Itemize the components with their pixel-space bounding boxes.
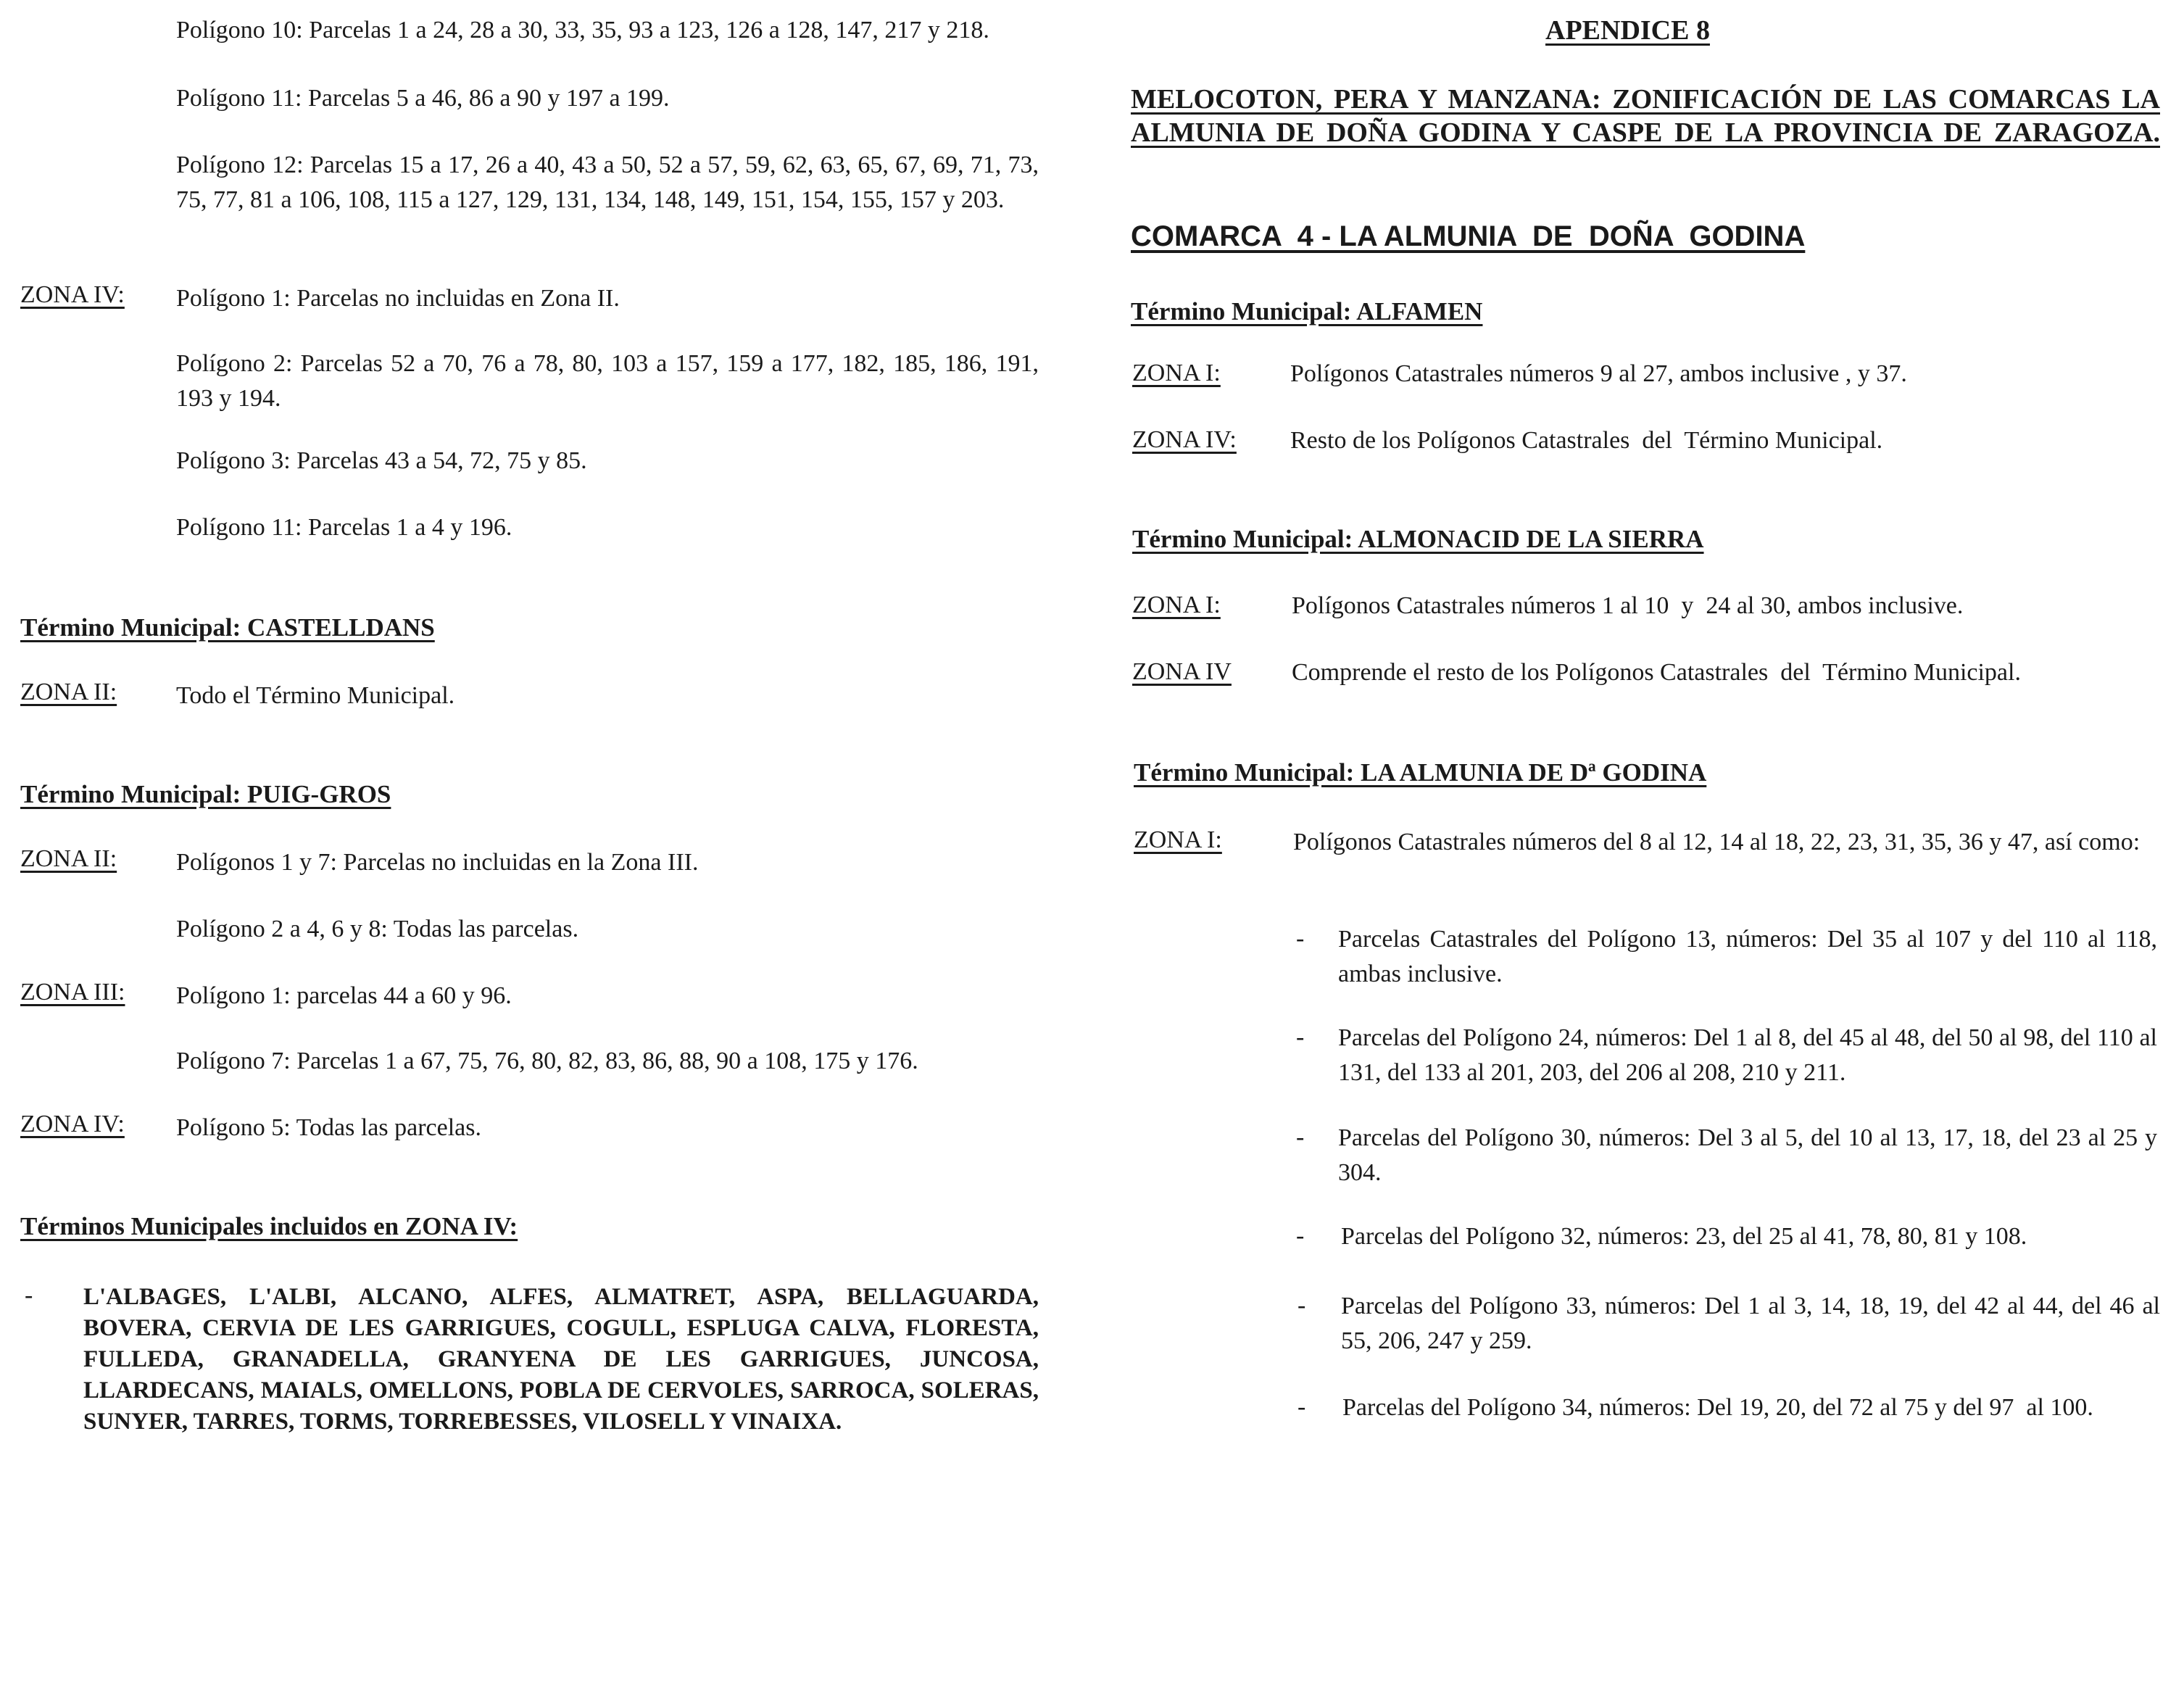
poligono-11-item: Polígono 11: Parcelas 5 a 46, 86 a 90 y 197 a 199. xyxy=(176,85,670,112)
zona-ii-label: ZONA II: xyxy=(20,845,117,872)
zona-iv-municipios-list: L'ALBAGES, L'ALBI, ALCANO, ALFES, ALMATRET, ASPA, BELLAGUARDA, BOVERA, CERVIA DE LES GARRIGUES, COGULL, ESPLUGA CALVA, FLORESTA, FULLEDA, GRANADELLA, GRANYENA DE LES GARRIGUES, JUNCOSA, LLARDECANS, MAIALS, OMELLONS, POBLA DE CERVOLES, SARROCA, SOLERAS, SUNYER, TARRES, TORMS, TORREBESSES, VILOSELL Y VINAIXA. xyxy=(83,1284,1039,1435)
zona-ii-label: ZONA II: xyxy=(20,679,117,705)
almunia-zona-i-text: Polígonos Catastrales números del 8 al 12, 14 al 18, 22, 23, 31, 35, 36 y 47, así como: xyxy=(1293,829,2141,855)
alfamen-heading: Término Municipal: ALFAMEN xyxy=(1131,297,1483,326)
castelldans-zona-ii-text: Todo el Término Municipal. xyxy=(176,682,455,709)
puig-gros-heading: Término Municipal: PUIG-GROS xyxy=(20,780,391,808)
list-dash: - xyxy=(1296,1024,1305,1050)
zona-iv-label: ZONA IV: xyxy=(1132,426,1237,453)
zona-i-label: ZONA I: xyxy=(1134,826,1222,853)
parcel-bullet: Parcelas del Polígono 24, números: Del 1 al 8, del 45 al 48, del 50 al 98, del 110 al 131, del 133 al 201, 203, del 206 al 208, 210 y 211. xyxy=(1338,1024,2157,1086)
almonacid-heading: Término Municipal: ALMONACID DE LA SIERRA xyxy=(1132,525,1704,553)
parcel-bullet: Parcelas del Polígono 34, números: Del 19, 20, del 72 al 75 y del 97 al 100. xyxy=(1342,1394,2093,1421)
zona-iv-label: ZONA IV: xyxy=(20,281,125,308)
parcel-bullet: Parcelas Catastrales del Polígono 13, números: Del 35 al 107 y del 110 al 118, ambas inclusive. xyxy=(1338,926,2157,987)
puig-gros-zona-iv-text: Polígono 5: Todas las parcelas. xyxy=(176,1114,481,1141)
puig-gros-zona-iii-item: Polígono 7: Parcelas 1 a 67, 75, 76, 80, 82, 83, 86, 88, 90 a 108, 175 y 176. xyxy=(176,1048,918,1074)
parcel-bullet: Parcelas del Polígono 32, números: 23, del 25 al 41, 78, 80, 81 y 108. xyxy=(1341,1223,2027,1250)
poligono-12-item: Polígono 12: Parcelas 15 a 17, 26 a 40, 43 a 50, 52 a 57, 59, 62, 63, 65, 67, 69, 71, 73, 75, 77, 81 a 106, 108, 115 a 127, 129, 131, 134, 148, 149, 151, 154, 155, 157 y 203. xyxy=(176,152,1039,213)
alfamen-zona-i-text: Polígonos Catastrales números 9 al 27, ambos inclusive , y 37. xyxy=(1290,360,1907,387)
zona-iv-item: Polígono 2: Parcelas 52 a 70, 76 a 78, 80, 103 a 157, 159 a 177, 182, 185, 186, 191, 193 y 194. xyxy=(176,350,1039,412)
list-dash: - xyxy=(1297,1393,1306,1420)
zona-iv-municipios-heading: Términos Municipales incluidos en ZONA IV: xyxy=(20,1212,518,1240)
parcel-bullet: Parcelas del Polígono 30, números: Del 3 al 5, del 10 al 13, 17, 18, del 23 al 25 y 304. xyxy=(1338,1124,2157,1186)
zona-iv-label: ZONA IV xyxy=(1132,658,1232,685)
document-title: MELOCOTON, PERA Y MANZANA: ZONIFICACIÓN DE LAS COMARCAS LA ALMUNIA DE DOÑA GODINA Y CASPE DE LA PROVINCIA DE ZARAGOZA. xyxy=(1131,84,2160,148)
zona-iv-label: ZONA IV: xyxy=(20,1111,125,1137)
parcel-bullet: Parcelas del Polígono 33, números: Del 1 al 3, 14, 18, 19, del 42 al 44, del 46 al 55, 206, 247 y 259. xyxy=(1341,1293,2160,1354)
zona-iv-item: Polígono 1: Parcelas no incluidas en Zona II. xyxy=(176,285,620,312)
comarca-heading: COMARCA 4 - LA ALMUNIA DE DOÑA GODINA xyxy=(1131,220,1806,252)
list-dash: - xyxy=(1296,1124,1305,1150)
castelldans-heading: Término Municipal: CASTELLDANS xyxy=(20,613,435,642)
almonacid-zona-iv-text: Comprende el resto de los Polígonos Catastrales del Término Municipal. xyxy=(1292,659,2021,686)
almonacid-zona-i-text: Polígonos Catastrales números 1 al 10 y 24 al 30, ambos inclusive. xyxy=(1292,592,1964,619)
list-dash: - xyxy=(1296,925,1305,952)
almunia-heading: Término Municipal: LA ALMUNIA DE Dª GODINA xyxy=(1134,758,1707,787)
zona-i-label: ZONA I: xyxy=(1132,592,1221,618)
list-dash: - xyxy=(1297,1292,1306,1319)
list-dash: - xyxy=(25,1282,33,1309)
poligono-10-item: Polígono 10: Parcelas 1 a 24, 28 a 30, 33, 35, 93 a 123, 126 a 128, 147, 217 y 218. xyxy=(176,17,989,43)
puig-gros-zona-ii-item: Polígonos 1 y 7: Parcelas no incluidas en la Zona III. xyxy=(176,849,699,876)
puig-gros-zona-ii-item: Polígono 2 a 4, 6 y 8: Todas las parcelas. xyxy=(176,916,579,942)
zona-iv-item: Polígono 3: Parcelas 43 a 54, 72, 75 y 85. xyxy=(176,447,587,474)
zona-i-label: ZONA I: xyxy=(1132,360,1221,386)
puig-gros-zona-iii-item: Polígono 1: parcelas 44 a 60 y 96. xyxy=(176,982,512,1009)
zona-iii-label: ZONA III: xyxy=(20,979,125,1006)
alfamen-zona-iv-text: Resto de los Polígonos Catastrales del Término Municipal. xyxy=(1290,427,1883,454)
list-dash: - xyxy=(1296,1222,1305,1249)
appendix-title: APENDICE 8 xyxy=(1545,15,1710,46)
zona-iv-item: Polígono 11: Parcelas 1 a 4 y 196. xyxy=(176,514,512,541)
